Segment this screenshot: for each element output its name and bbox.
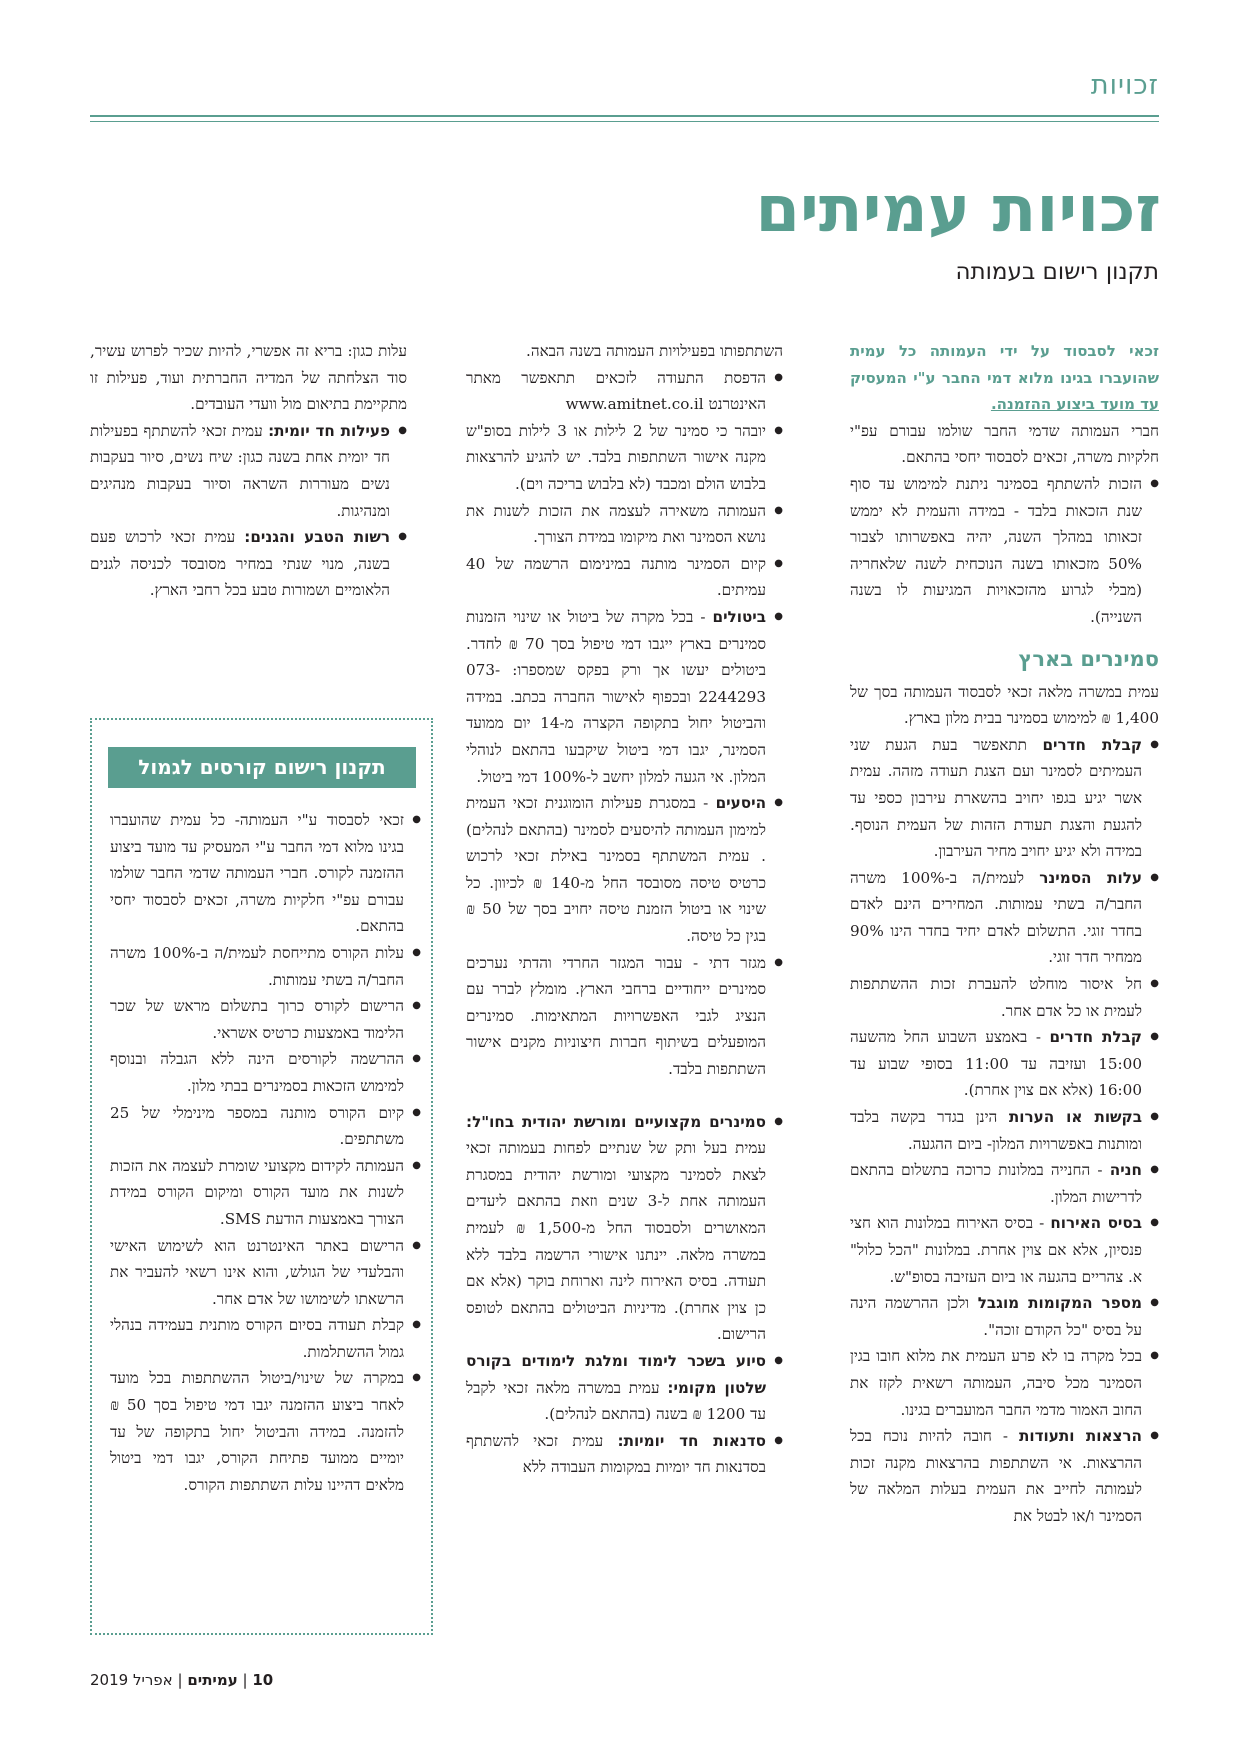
list-item: ● הרישום לקורס כרוך בתשלום מראש של שכר הלימוד באמצעות כרטיס אשראי. xyxy=(110,993,421,1046)
activities-list xyxy=(90,418,407,604)
section-label: זכויות xyxy=(1090,70,1159,101)
list-item xyxy=(466,1109,783,1348)
list-item xyxy=(850,1343,1159,1423)
courses-box-title: תקנון רישום קורסים לגמול xyxy=(108,747,416,788)
page-number: 10 xyxy=(252,1671,274,1689)
item-text: - במסגרת פעילות הומוגנית זכאי העמית למימון העמותה להיסעים לסמינר (בהתאם לנהלים) . עמית המשתתף בסמינר באילת זכאי לרכוש כרטיס טיסה מסובסד החל מ-140 ₪ לכיוון. כל שינוי או ביטול הזמנת טיסה יחויב בסך של 50 ₪ בגין כל טיסה. xyxy=(466,794,766,946)
footer-separator: | xyxy=(177,1671,183,1689)
item-text: הינן בגדר בקשה בלבד ומותנות באפשרויות המלון- ביום ההגעה. xyxy=(850,1108,1142,1153)
item-text: מגזר דתי - עבור המגזר החרדי והדתי נערכים סמינרים ייחודיים ברחבי הארץ. מומלץ לברר עם הנציג לגבי האפשרויות המתאימות. סמינרים המופעלים בשיתוף חברות חיצוניות מקנים אישור השתתפות בלבד. xyxy=(466,953,766,1079)
item-text: ולכן ההרשמה הינה על בסיס "כל הקודם זוכה". xyxy=(850,1294,1142,1339)
item-key: חניה xyxy=(1109,1161,1142,1180)
lead-underlined: עד מועד ביצוע ההזמנה. xyxy=(990,395,1159,414)
item-key: רשות הטבע והגנים: xyxy=(244,528,390,547)
list-item: ● ההרשמה לקורסים הינה ללא הגבלה ובנוסף למימוש הזכאות בסמינרים בבתי מלון. xyxy=(110,1046,421,1099)
list-item xyxy=(850,1157,1159,1210)
list-item xyxy=(850,732,1159,865)
list-item xyxy=(90,418,407,524)
courses-list xyxy=(110,807,421,1498)
continuation-paragraph: השתתפותו בפעילויות העמותה בשנה הבאה. xyxy=(526,342,783,360)
page-subtitle: תקנון רישום בעמותה xyxy=(955,259,1159,285)
list-item: ● העמותה לקידום מקצועי שומרת לעצמה את הזכות לשנות את מועד הקורס ומיקום הקורס במידת הצורך באמצעות הודעת SMS. xyxy=(110,1153,421,1233)
column-left xyxy=(90,338,407,604)
list-item xyxy=(850,1210,1159,1290)
item-text: עמית זכאי להשתתף בסדנאות חד יומיות במקומות העבודה ללא xyxy=(466,1431,766,1477)
page-title: זכויות עמיתים xyxy=(755,173,1161,247)
item-text: העמותה משאירה לעצמה את הזכות לשנות את נושא הסמינר ואת מיקומו במידת הצורך. xyxy=(466,501,766,547)
eligibility-list xyxy=(850,471,1159,631)
item-text: עמית במשרה מלאה זכאי לקבל עד 1200 ₪ בשנה (בהתאם לנהלים). xyxy=(466,1378,766,1424)
list-item xyxy=(850,971,1159,1024)
continuation-paragraph: עלות כגון: בריא זה אפשרי, להיות שכיר לפרוש עשיר, סוד הצלחתה של המדיה החברתית ועוד, פעילות זו מתקיימת בתיאום מול וועדי העובדים. xyxy=(90,342,407,414)
item-text: הדפסת התעודה לזכאים תתאפשר מאתר האינטרנט www.amitnet.co.il xyxy=(466,368,766,414)
local-seminars-list xyxy=(850,732,1159,1530)
list-item xyxy=(850,1104,1159,1157)
item-key: הרצאות ותעודות xyxy=(1018,1427,1142,1446)
header-rule-top xyxy=(90,115,1159,117)
item-key: בסיס האירוח xyxy=(1050,1214,1142,1233)
list-item xyxy=(850,1290,1159,1343)
item-key: סמינרים מקצועיים ומורשת יהודית בחו"ל: xyxy=(466,1112,766,1131)
item-text: קיום הסמינר מותנה במינימום הרשמה של 40 עמיתים. xyxy=(466,554,766,600)
list-item xyxy=(850,1024,1159,1104)
issue-date: אפריל 2019 xyxy=(90,1671,173,1689)
courses-box-content xyxy=(110,807,421,1498)
seminar-rules-list xyxy=(466,365,783,1481)
item-key: סדנאות חד יומיות: xyxy=(617,1431,766,1450)
item-text: - באמצע השבוע החל מהשעה 15:00 ועזיבה עד 11:00 בסופי שבוע עד 16:00 (אלא אם צוין אחרת). xyxy=(850,1028,1142,1100)
column-right xyxy=(850,338,1159,1530)
list-item: ● במקרה של שינוי/ביטול ההשתתפות בכל מועד לאחר ביצוע ההזמנה יגבו דמי טיפול בסך 50 ₪ להזמנה. במידה והביטול יחול בתקופה של עד יומיים ממועד פתיחת הקורס, יגבו דמי ביטול מלאים דהיינו עלות השתתפות הקורס. xyxy=(110,1365,421,1498)
eligibility-lead xyxy=(850,338,1159,418)
list-item xyxy=(466,498,783,551)
list-item xyxy=(466,604,783,790)
list-item xyxy=(466,365,783,418)
item-text: תתאפשר בעת הגעת שני העמיתים לסמינר ועם הצגת תעודה מזהה. עמית אשר יגיע בגפו יחויב בהשארת עירבון כספי עד להגעת והצגת תעודת הזהות של העמית הנוסף. במידה ולא יגיע יחויב מחיר העירבון. xyxy=(850,735,1142,861)
list-item: ● עלות הקורס מתייחסת לעמית/ה ב-100% משרה החבר/ה בשתי עמותות. xyxy=(110,940,421,993)
item-key: היסעים xyxy=(715,794,766,813)
list-item xyxy=(90,524,407,604)
list-item xyxy=(850,865,1159,971)
list-item xyxy=(466,551,783,604)
item-key: קבלת חדרים xyxy=(1042,735,1142,754)
list-item: ● זכאי לסבסוד ע"י העמותה- כל עמית שהועברו בגינו מלוא דמי החבר ע"י המעסיק עד מועד ביצוע ההזמנה לקורס. חברי העמותה שדמי החבר שולמו עבורם עפ"י חלקיות משרה, זכאים לסבסוד יחסי בהתאם. xyxy=(110,807,421,940)
magazine-name: עמיתים xyxy=(187,1671,238,1689)
item-text: - חובה להיות נוכח בכל ההרצאות. אי השתתפות בהרצאות מקנה זכות לעמותה לחייב את העמית בעלות המלאה של הסמינר ו/או לבטל את xyxy=(850,1427,1142,1525)
item-text: עמית זכאי להשתתף בפעילות חד יומית אחת בשנה כגון: שיח נשים, סיור בעקבות נשים מעוררות השראה וסיור בעקבות מנהיגים ומנהיגות. xyxy=(90,421,390,520)
list-item: ● קיום הקורס מותנה במספר מינימלי של 25 משתתפים. xyxy=(110,1100,421,1153)
local-seminars-paragraph: עמית במשרה מלאה זכאי לסבסוד העמותה בסך של 1,400 ₪ למימוש בסמינר בבית מלון בארץ. xyxy=(850,682,1159,728)
list-item xyxy=(466,790,783,950)
partial-members-paragraph: חברי העמותה שדמי החבר שולמו עבורם עפ"י חלקיות משרה, זכאים לסבסוד יחסי בהתאם. xyxy=(850,421,1159,467)
item-text: - בכל מקרה של ביטול או שינוי הזמנות סמינרים בארץ ייגבו דמי טיפול בסך 70 ₪ לחדר. ביטולים יעשו אך ורק בפקס שמספרו: 073-2244293 ובכפוף לאישור החברה בכתב. במידה והביטול יחול בתקופה הקצרה מ-14 יום ממועד הסמינר, יגבו דמי ביטול שיקבעו בהתאם לנוהלי המלון. אי הגעה למלון יחשב ל-100% דמי ביטול. xyxy=(466,607,767,786)
item-key: ביטולים xyxy=(712,607,766,626)
list-item: ● הזכות להשתתף בסמינר ניתנת למימוש עד סוף שנת הזכאות בלבד - במידה והעמית לא יממש זכאותו במהלך השנה, יהיה באפשרותו לצבור 50% מזכאותו בשנה הנוכחית לשנה שלאחריה (מבלי לגרוע מהזכאויות המגיעות לו בשנה השנייה). xyxy=(850,471,1159,631)
item-key: סיוע בשכר לימוד ומלגת לימודים בקורס שלטון מקומי: xyxy=(466,1351,766,1397)
item-text: עמית זכאי לרכוש פעם בשנה, מנוי שנתי במחיר מסובסד לכניסה לגנים הלאומיים ושמורות טבע בכל רחבי הארץ. xyxy=(90,528,390,600)
item-key: קבלת חדרים xyxy=(1049,1028,1142,1047)
item-text: חל איסור מוחלט להעברת זכות ההשתתפות לעמית או כל אדם אחר. xyxy=(850,975,1142,1020)
section-title-local-seminars: סמינרים בארץ xyxy=(1018,646,1159,671)
list-item: ● קבלת תעודה בסיום הקורס מותנית בעמידה בנהלי גמול ההשתלמות. xyxy=(110,1312,421,1365)
item-key: בקשות או הערות xyxy=(1008,1108,1142,1127)
footer-separator: | xyxy=(242,1671,248,1689)
page-footer xyxy=(90,1671,273,1689)
list-item xyxy=(466,1348,783,1428)
list-item xyxy=(466,950,783,1083)
item-text: - בסיס האירוח במלונות הוא חצי פנסיון, אלא אם צוין אחרת. במלונות "הכל כלול" א. צהריים בהגעה או ביום העזיבה בסופ"ש. xyxy=(850,1214,1142,1286)
item-text: לעמית/ה ב-100% משרה החבר/ה בשתי עמותות. המחירים הינם לאדם בחדר זוגי. התשלום לאדם יחיד בחדר הינו 90% ממחיר חדר זוגי. xyxy=(850,868,1142,967)
list-item xyxy=(466,418,783,498)
list-item xyxy=(466,1428,783,1481)
item-text: - החנייה במלונות כרוכה בתשלום בהתאם לדרישות המלון. xyxy=(850,1161,1142,1206)
item-key: פעילות חד יומית: xyxy=(268,421,390,440)
item-text: יובהר כי סמינר של 2 לילות או 3 לילות בסופ"ש מקנה אישור השתתפות בלבד. יש להגיע להרצאות בלבוש הולם ומכבד (לא בלבוש בריכה וים). xyxy=(466,421,766,493)
item-text: עמית בעל ותק של שנתיים לפחות בעמותה זכאי לצאת לסמינר מקצועי ומורשת יהודית במסגרת העמותה אחת ל-3 שנים וזאת בהתאם ליעדים המאושרים ולסבסוד החל מ-1,500 ₪ לעמית במשרה מלאה. יינתנו אישורי הרשמה בלבד ללא תעודה. בסיס האירוח לינה וארוחת בוקר (אלא אם כן צוין אחרת). מדיניות הביטולים בהתאם לטופס הרישום. xyxy=(466,1139,766,1344)
header-rule-bottom xyxy=(90,121,1159,122)
column-middle xyxy=(466,338,783,1481)
lead-text: זכאי לסבסוד על ידי העמותה כל עמית שהועברו בגינו מלוא דמי החבר ע"י המעסיק xyxy=(850,342,1159,387)
list-item: ● הרישום באתר האינטרנט הוא לשימוש האישי והבלעדי של הגולש, והוא אינו רשאי להעביר את הרשאתו לשימושו של אדם אחר. xyxy=(110,1233,421,1313)
item-key: עלות הסמינר xyxy=(1039,868,1143,887)
item-key: מספר המקומות מוגבל xyxy=(977,1294,1142,1313)
list-item xyxy=(850,1423,1159,1529)
item-text: בכל מקרה בו לא פרע העמית את מלוא חובו בגין הסמינר מכל סיבה, העמותה רשאית לקזז את החוב האמור מדמי החבר המועברים בגינו. xyxy=(850,1347,1142,1419)
